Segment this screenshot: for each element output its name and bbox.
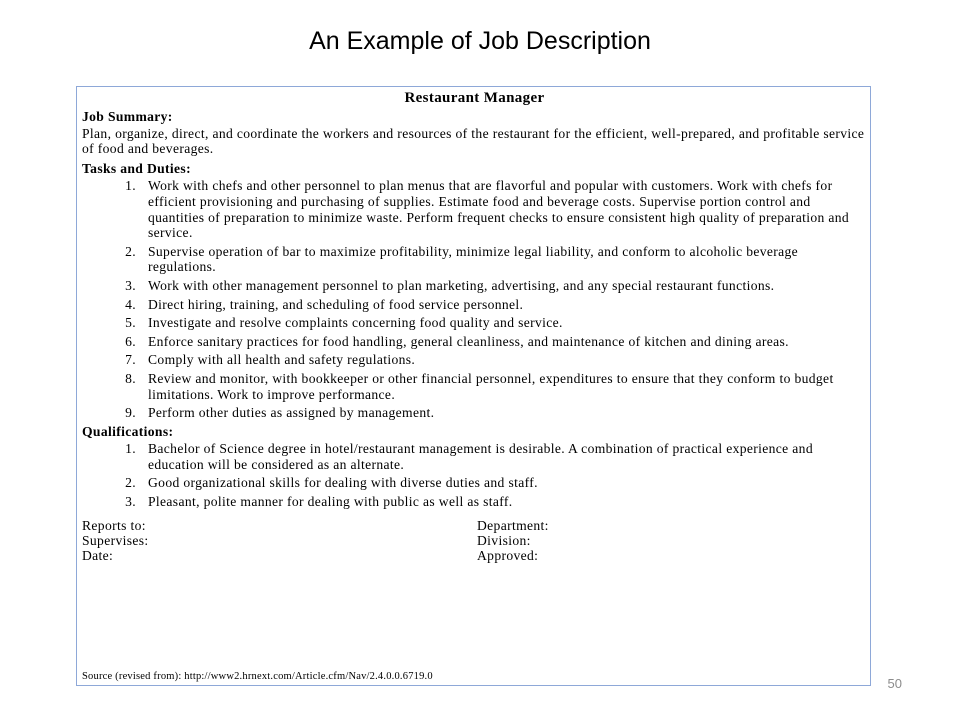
job-summary-heading: Job Summary: <box>82 109 173 124</box>
list-item: 3. Work with other management personnel to plan marketing, advertising, and any special restaurant functions. <box>125 277 775 293</box>
list-item: 7. Comply with all health and safety regulations. <box>125 352 416 368</box>
list-item: 1. Work with chefs and other personnel to plan menus that are flavorful and popular with customers. Work with chefs for efficient provisioning and purchasing of supplies. Estimate food and beverage costs. Supervise portion control and quantities of preparation to minimize waste. Perform frequent checks to ensure consistent high quality of preparation and service. <box>125 178 850 241</box>
list-item: 9. Perform other duties as assigned by management. <box>125 405 435 421</box>
list-item: 3. Pleasant, polite manner for dealing with public as well as staff. <box>125 494 513 510</box>
tasks-list <box>82 178 867 420</box>
department-label: Department: <box>477 517 549 533</box>
document-fields <box>82 518 867 564</box>
page-number: 50 <box>887 676 902 691</box>
list-item: 6. Enforce sanitary practices for food handling, general cleanliness, and maintenance of kitchen and dining areas. <box>125 333 789 349</box>
list-item: 2. Good organizational skills for dealing with diverse duties and staff. <box>125 475 538 491</box>
slide-title: An Example of Job Description <box>309 27 651 55</box>
list-item: 5. Investigate and resolve complaints concerning food quality and service. <box>125 315 563 331</box>
list-item: 8. Review and monitor, with bookkeeper or other financial personnel, expenditures to ensure that they conform to budget limitations. Work to improve performance. <box>125 370 834 402</box>
qualifications-heading: Qualifications: <box>82 423 174 439</box>
document-title: Restaurant Manager <box>404 90 545 106</box>
job-summary-text: Plan, organize, direct, and coordinate the workers and resources of the restaurant for the efficient, well-prepared, and profitable service of food and beverages. <box>82 125 865 157</box>
approved-label: Approved: <box>477 548 539 564</box>
source-citation: Source (revised from): http://www2.hrnext.com/Article.cfm/Nav/2.4.0.0.6719.0 <box>82 671 433 682</box>
qualifications-list <box>82 441 867 509</box>
list-item: 4. Direct hiring, training, and scheduling of food service personnel. <box>125 296 524 312</box>
list-item: 2. Supervise operation of bar to maximize profitability, minimize legal liability, and conform to alcoholic beverage regulations. <box>125 243 799 275</box>
division-label: Division: <box>477 532 531 548</box>
list-item: 1. Bachelor of Science degree in hotel/restaurant management is desirable. A combination of practical experience and education will be considered as an alternate. <box>125 441 813 472</box>
job-description-document <box>76 86 871 686</box>
supervises-label: Supervises: <box>82 532 149 548</box>
date-label: Date: <box>82 548 114 564</box>
tasks-heading: Tasks and Duties: <box>82 160 191 176</box>
reports-to-label: Reports to: <box>82 517 146 533</box>
